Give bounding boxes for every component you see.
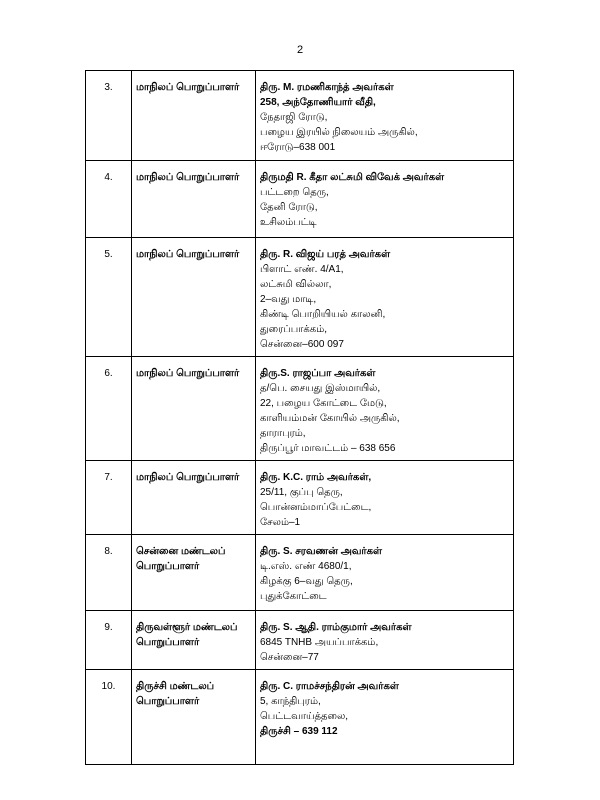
table-row <box>86 161 514 238</box>
role-cell: சென்னை மண்டலப் பொறுப்பாளர் <box>132 535 256 611</box>
person-name: திரு. K.C. ராம் அவர்கள், <box>260 472 372 483</box>
address-cell <box>256 71 514 161</box>
row-number: 5. <box>86 238 132 357</box>
address-line: தேனி ரோடு, <box>260 202 318 213</box>
address-line: உசிலம்பட்டி <box>260 217 317 228</box>
role-cell: திருச்சி மண்டலப் பொறுப்பாளர் <box>132 670 256 765</box>
address-cell <box>256 535 514 611</box>
row-number: 4. <box>86 161 132 238</box>
address-line: பழைய இரயில் நிலையம் அருகில், <box>260 127 418 138</box>
row-number: 8. <box>86 535 132 611</box>
address-cell <box>256 461 514 535</box>
person-name: திரு.S. ராஜப்பா அவர்கள் <box>260 368 376 379</box>
row-number: 3. <box>86 71 132 161</box>
address-line: தாராபுரம், <box>260 428 306 439</box>
person-name: திரு. C. ராமச்சந்திரன் அவர்கள் <box>260 681 399 692</box>
row-number: 7. <box>86 461 132 535</box>
address-line: திருப்பூர் மாவட்டம் – 638 656 <box>260 443 396 454</box>
address-line: பொன்னம்மாப்பேட்டை, <box>260 502 372 513</box>
address-cell <box>256 611 514 670</box>
address-line: 2–வது மாடி, <box>260 294 317 305</box>
person-name: திரு. S. ஆதி. ராம்குமார் அவர்கள் <box>260 622 412 633</box>
role-cell: மாநிலப் பொறுப்பாளர் <box>132 461 256 535</box>
address-line: கிழக்கு 6–வது தெரு, <box>260 576 353 587</box>
row-number: 6. <box>86 357 132 461</box>
table-row <box>86 71 514 161</box>
address-line: சென்னை–600 097 <box>260 339 344 350</box>
address-line: சென்னை–77 <box>260 652 319 663</box>
role-cell: மாநிலப் பொறுப்பாளர் <box>132 71 256 161</box>
address-line: துரைப்பாக்கம், <box>260 324 328 335</box>
person-name: திரு. S. சரவணன் அவர்கள் <box>260 546 383 557</box>
address-line: பட்டறை தெரு, <box>260 187 329 198</box>
person-name: திரு. R. விஜய் பரத் அவர்கள் <box>260 249 391 260</box>
table-row <box>86 461 514 535</box>
address-line: கிண்டி பொறியியல் காலனி, <box>260 309 386 320</box>
person-name: திருமதி R. கீதா லட்சுமி விவேக் அவர்கள் <box>260 172 445 183</box>
address-line: 6845 TNHB அயப்பாக்கம், <box>260 637 379 648</box>
role-cell: திருவள்ளூர் மண்டலப் பொறுப்பாளர் <box>132 611 256 670</box>
role-cell: மாநிலப் பொறுப்பாளர் <box>132 161 256 238</box>
table-row <box>86 238 514 357</box>
address-cell <box>256 670 514 765</box>
address-line: 22, பழைய கோட்டை மேடு, <box>260 398 387 409</box>
row-number: 9. <box>86 611 132 670</box>
role-cell: மாநிலப் பொறுப்பாளர் <box>132 238 256 357</box>
row-number: 10. <box>86 670 132 765</box>
address-line: நேதாஜி ரோடு, <box>260 112 328 123</box>
address-line: லட்சுமி வில்லா, <box>260 279 332 290</box>
address-line: ஈரோடு–638 001 <box>260 142 336 153</box>
roster-table <box>85 70 514 765</box>
table-row <box>86 670 514 765</box>
table-row <box>86 611 514 670</box>
address-line: 258, அந்தோணியார் வீதி, <box>260 97 376 108</box>
address-line: பெட்டவாய்த்தலை, <box>260 711 349 722</box>
page-number: 2 <box>296 44 304 56</box>
address-line: திருச்சி – 639 112 <box>260 726 338 737</box>
address-line: சேலம்–1 <box>260 517 301 528</box>
address-cell <box>256 161 514 238</box>
address-line: காளியம்மன் கோயில் அருகில், <box>260 413 400 424</box>
address-line: 25/11, குப்பு தெரு, <box>260 487 343 498</box>
table-row <box>86 357 514 461</box>
address-line: த/பெ. சையது இஸ்மாயில், <box>260 383 381 394</box>
address-line: 5, காந்திபுரம், <box>260 696 321 707</box>
person-name: திரு. M. ரமணிகாந்த் அவர்கள் <box>260 82 394 93</box>
address-line: புதுக்கோட்டை <box>260 591 327 602</box>
address-line: டி.எஸ். எண் 4680/1, <box>260 561 352 572</box>
table-row <box>86 535 514 611</box>
address-cell <box>256 357 514 461</box>
address-cell <box>256 238 514 357</box>
role-cell: மாநிலப் பொறுப்பாளர் <box>132 357 256 461</box>
address-line: பிளாட் எண். 4/A1, <box>260 264 344 275</box>
